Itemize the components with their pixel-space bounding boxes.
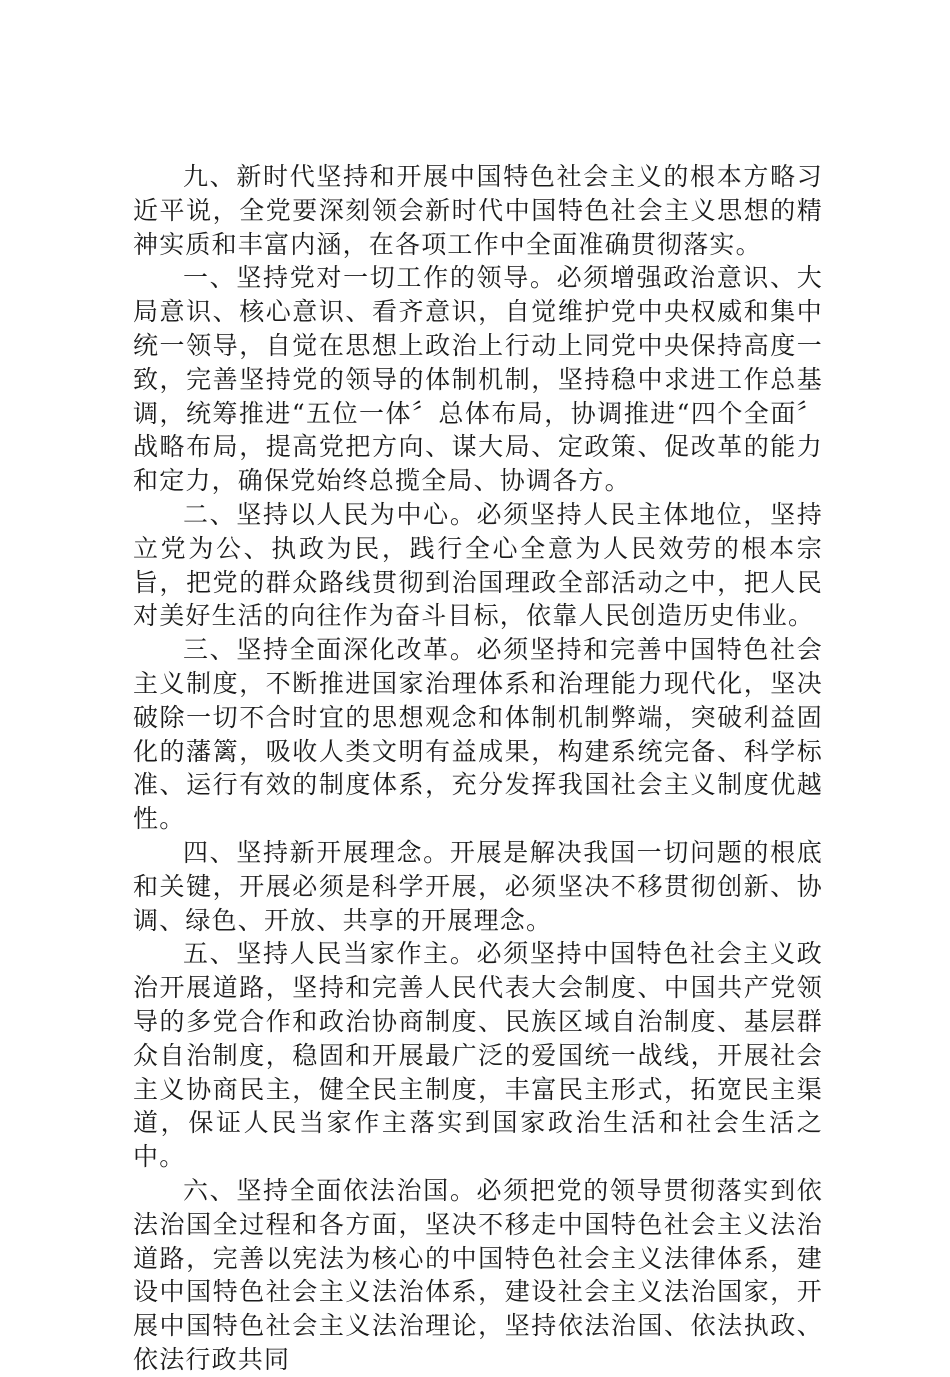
paragraph-four: 四、坚持新开展理念。开展是解决我国一切问题的根底和关键，开展必须是科学开展，必须坚决不移贯彻创新、协调、绿色、开放、共享的开展理念。: [133, 837, 823, 935]
document-body: [133, 160, 823, 1377]
paragraph-two: 二、坚持以人民为中心。必须坚持人民主体地位，坚持立党为公、执政为民，践行全心全意为人民效劳的根本宗旨，把党的群众路线贯彻到治国理政全部活动之中，把人民对美好生活的向往作为奋斗目标，依靠人民创造历史伟业。: [133, 499, 823, 631]
paragraph-five: 五、坚持人民当家作主。必须坚持中国特色社会主义政治开展道路，坚持和完善人民代表大会制度、中国共产党领导的多党合作和政治协商制度、民族区域自治制度、基层群众自治制度，稳固和开展最广泛的爱国统一战线，开展社会主义协商民主，健全民主制度，丰富民主形式，拓宽民主渠道，保证人民当家作主落实到国家政治生活和社会生活之中。: [133, 939, 823, 1172]
paragraph-one: 一、坚持党对一切工作的领导。必须增强政治意识、大局意识、核心意识、看齐意识，自觉维护党中央权威和集中统一领导，自觉在思想上政治上行动上同党中央保持高度一致，完善坚持党的领导的体制机制，坚持稳中求进工作总基调，统筹推进“五位一体〞总体布局，协调推进“四个全面〞战略布局，提高党把方向、谋大局、定政策、促改革的能力和定力，确保党始终总揽全局、协调各方。: [133, 263, 823, 496]
paragraph-six: 六、坚持全面依法治国。必须把党的领导贯彻落实到依法治国全过程和各方面，坚决不移走中国特色社会主义法治道路，完善以宪法为核心的中国特色社会主义法律体系，建设中国特色社会主义法治体系，建设社会主义法治国家，开展中国特色社会主义法治理论，坚持依法治国、依法执政、依法行政共同: [133, 1175, 823, 1374]
paragraph-nine: 九、新时代坚持和开展中国特色社会主义的根本方略习近平说，全党要深刻领会新时代中国特色社会主义思想的精神实质和丰富内涵，在各项工作中全面准确贯彻落实。: [133, 162, 823, 259]
paragraph-three: 三、坚持全面深化改革。必须坚持和完善中国特色社会主义制度，不断推进国家治理体系和治理能力现代化，坚决破除一切不合时宜的思想观念和体制机制弊端，突破利益固化的藩篱，吸收人类文明有益成果，构建系统完备、科学标准、运行有效的制度体系，充分发挥我国社会主义制度优越性。: [133, 635, 823, 834]
